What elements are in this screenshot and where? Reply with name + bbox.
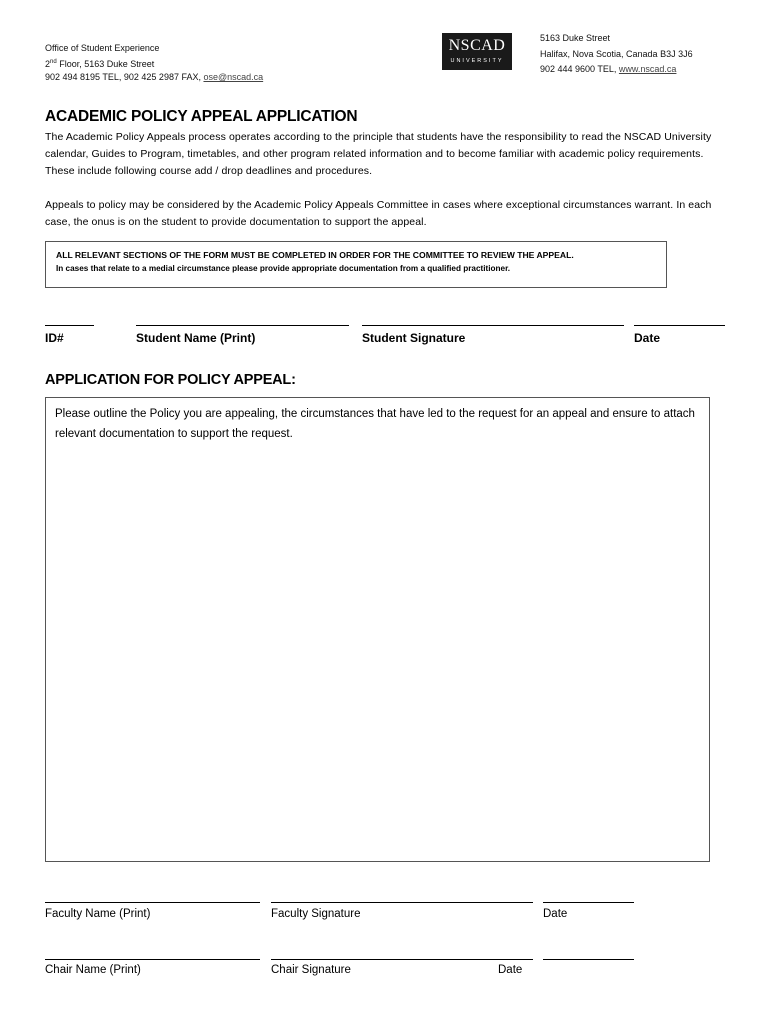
- student-date-line[interactable]: [634, 325, 725, 326]
- chair-name-label: Chair Name (Print): [45, 964, 141, 976]
- university-street: 5163 Duke Street: [540, 33, 611, 43]
- nscad-logo: [442, 33, 512, 70]
- student-signature-line[interactable]: [362, 325, 624, 326]
- faculty-signature-label: Faculty Signature: [271, 908, 361, 920]
- student-id-line[interactable]: [45, 325, 94, 326]
- faculty-date-line[interactable]: [543, 902, 634, 903]
- office-block: [45, 42, 263, 85]
- office-contact: 902 494 8195 TEL, 902 425 2987 FAX, ose@nscad.ca: [45, 72, 264, 82]
- chair-date-label: Date: [498, 964, 523, 976]
- university-city: Halifax, Nova Scotia, Canada B3J 3J6: [540, 48, 693, 59]
- chair-signature-line[interactable]: [271, 959, 533, 960]
- notice-box: [45, 241, 667, 288]
- office-email-link[interactable]: ose@nscad.ca: [203, 72, 264, 82]
- student-id-label: ID#: [45, 331, 64, 345]
- notice-medical-text: In cases that relate to a medial circumstance please provide appropriate documentation from a qualified practitioner.: [56, 264, 511, 273]
- office-address: 2nd Floor, 5163 Duke Street: [45, 58, 155, 69]
- chair-name-line[interactable]: [45, 959, 260, 960]
- intro-paragraph: The Academic Policy Appeals process operates according to the principle that students have the responsibility to read the NSCAD University calendar, Guides to Program, timetables, and other program related information and to become familiar with academic policy requirements. These include following course add / drop deadlines and procedures.: [45, 131, 712, 177]
- faculty-name-line[interactable]: [45, 902, 260, 903]
- logo-subtitle: UNIVERSITY: [450, 58, 504, 64]
- student-date-label: Date: [634, 331, 661, 345]
- faculty-signature-line[interactable]: [271, 902, 533, 903]
- university-address-block: [540, 31, 693, 78]
- university-website-link[interactable]: www.nscad.ca: [618, 64, 677, 74]
- appeal-instructions: Please outline the Policy you are appealing, the circumstances that have led to the request for an appeal and ensure to attach relevant documentation to support the request.: [55, 408, 695, 440]
- faculty-date-label: Date: [543, 908, 568, 920]
- student-name-line[interactable]: [136, 325, 349, 326]
- notice-required-text: ALL RELEVANT SECTIONS OF THE FORM MUST BE COMPLETED IN ORDER FOR THE COMMITTEE TO REVIEW THE APPEAL.: [56, 250, 574, 260]
- logo-wordmark: NSCAD: [448, 37, 506, 54]
- university-contact: 902 444 9600 TEL, www.nscad.ca: [540, 64, 677, 74]
- appeals-paragraph: Appeals to policy may be considered by the Academic Policy Appeals Committee in cases where exceptional circumstances warrant. In each case, the onus is on the student to provide documentation to support the appeal.: [45, 199, 712, 228]
- office-name: Office of Student Experience: [45, 43, 160, 53]
- page-title: ACADEMIC POLICY APPEAL APPLICATION: [45, 108, 358, 125]
- student-name-label: Student Name (Print): [136, 331, 256, 345]
- chair-signature-label: Chair Signature: [271, 964, 351, 976]
- chair-date-line[interactable]: [543, 959, 634, 960]
- student-signature-label: Student Signature: [362, 331, 466, 345]
- appeal-text-area[interactable]: [45, 397, 710, 862]
- section-title: APPLICATION FOR POLICY APPEAL:: [45, 372, 296, 388]
- faculty-name-label: Faculty Name (Print): [45, 908, 151, 920]
